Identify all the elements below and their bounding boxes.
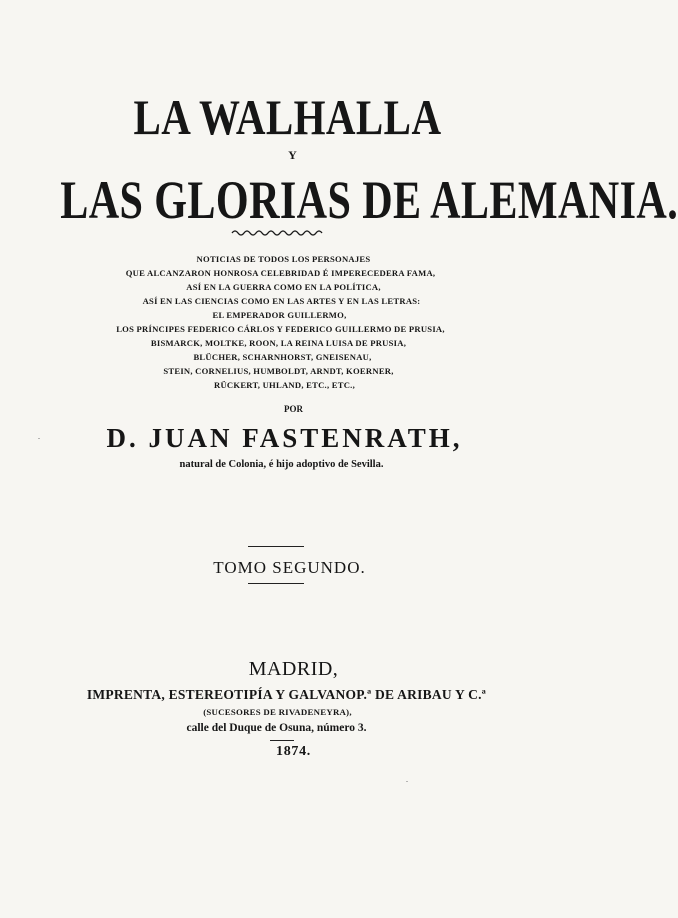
paper-speck <box>406 781 408 782</box>
byline-por: POR <box>284 404 303 414</box>
imprint-year: 1874. <box>276 744 311 759</box>
notice-line-4: ASÍ EN LAS CIENCIAS COMO EN LAS ARTES Y EN LAS LETRAS: <box>142 296 421 306</box>
imprint-address: calle del Duque de Osuna, número 3. <box>186 722 367 734</box>
notice-line-7: BISMARCK, MOLTKE, ROON, LA REINA LUISA DE PRUSIA, <box>150 338 407 348</box>
volume-rule-bottom <box>248 583 304 584</box>
title-line-2: LAS GLORIAS DE ALEMANIA. <box>60 170 678 230</box>
ornamental-wave-rule <box>232 229 322 237</box>
notice-line-6: LOS PRÍNCIPES FEDERICO CÁRLOS Y FEDERICO GUILLERMO DE PRUSIA, <box>116 324 445 334</box>
author-name: D. JUAN FASTENRATH, <box>106 423 463 453</box>
imprint-city: MADRID, <box>248 658 339 680</box>
notice-line-2: QUE ALCANZARON HONROSA CELEBRIDAD É IMPERECEDERA FAMA, <box>125 268 436 278</box>
paper-speck <box>38 438 40 439</box>
author-origin: natural de Colonia, é hijo adoptivo de Sevilla. <box>179 459 384 470</box>
notice-line-9: STEIN, CORNELIUS, HUMBOLDT, ARNDT, KOERNER, <box>163 366 394 376</box>
imprint-successors: (SUCESORES DE RIVADENEYRA), <box>203 707 352 717</box>
notice-line-1: NOTICIAS DE TODOS LOS PERSONAJES <box>196 254 371 264</box>
year-rule <box>270 740 294 741</box>
title-conjunction: Y <box>288 148 297 162</box>
volume-label: TOMO SEGUNDO. <box>213 558 366 577</box>
notice-line-10: RÜCKERT, UHLAND, ETC., ETC., <box>214 380 355 390</box>
notice-line-8: BLÜCHER, SCHARNHORST, GNEISENAU, <box>193 352 372 362</box>
imprint-press: IMPRENTA, ESTEREOTIPÍA Y GALVANOP.ª DE ARIBAU Y C.ª <box>86 687 487 702</box>
volume-rule-top <box>248 546 304 547</box>
notice-line-5: EL EMPERADOR GUILLERMO, <box>212 310 347 320</box>
title-line-1: LA WALHALLA <box>133 89 442 145</box>
notice-line-3: ASÍ EN LA GUERRA COMO EN LA POLÍTICA, <box>186 282 381 292</box>
